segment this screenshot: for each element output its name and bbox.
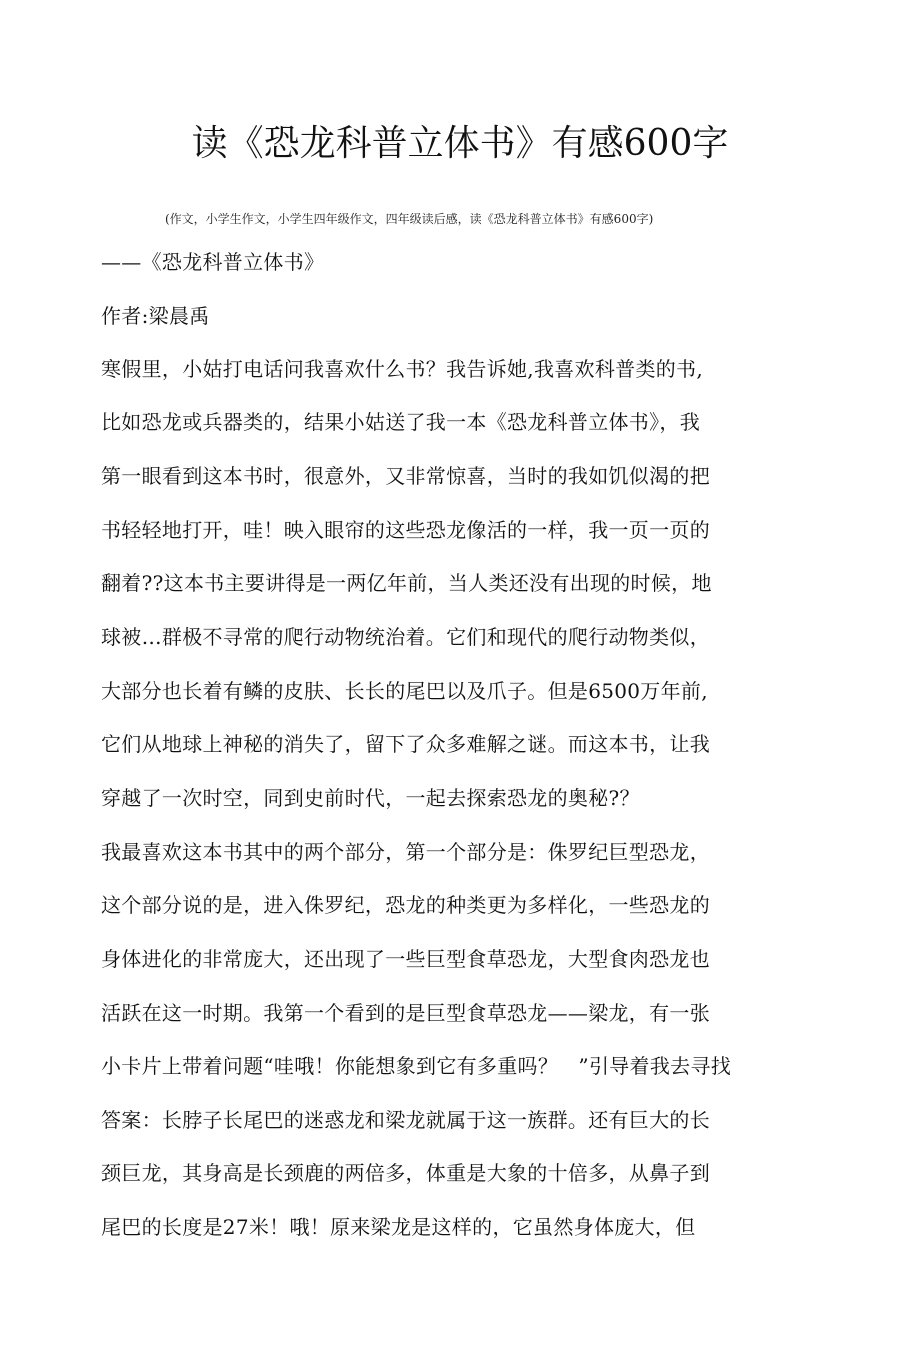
book-title-line: ——《恐龙科普立体书》: [101, 250, 325, 274]
category-tags: (作文，小学生作文，小学生四年级作文，四年级读后感，读《恐龙科普立体书》有感600字): [165, 212, 654, 226]
paragraph-line: 我最喜欢这本书其中的两个部分，第一个部分是：侏罗纪巨型恐龙，: [101, 840, 710, 864]
paragraph-line: 大部分也长着有鳞的皮肤、长长的尾巴以及爪子。但是6500万年前,: [101, 679, 708, 703]
paragraph-line: 第一眼看到这本书时，很意外，又非常惊喜，当时的我如饥似渴的把: [101, 464, 710, 488]
author-line: 作者:梁晨禹: [101, 304, 210, 328]
paragraph-line: 这个部分说的是，进入侏罗纪，恐龙的种类更为多样化，一些恐龙的: [101, 893, 710, 917]
paragraph-line: 它们从地球上神秘的消失了，留下了众多难解之谜。而这本书，让我: [101, 732, 710, 756]
paragraph-line: 书轻轻地打开，哇！映入眼帘的这些恐龙像活的一样，我一页一页的: [101, 518, 710, 542]
paragraph-line: 尾巴的长度是27米！哦！原来梁龙是这样的，它虽然身体庞大，但: [101, 1215, 696, 1239]
paragraph-line: 答案：长脖子长尾巴的迷惑龙和梁龙就属于这一族群。还有巨大的长: [101, 1108, 710, 1132]
paragraph-line: 颈巨龙，其身高是长颈鹿的两倍多，体重是大象的十倍多，从鼻子到: [101, 1161, 710, 1185]
paragraph-line: 小卡片上带着问题“哇哦！你能想象到它有多重吗？ ”引导着我去寻找: [101, 1054, 732, 1078]
document-title: 读《恐龙科普立体书》有感600字: [191, 123, 729, 164]
paragraph-line: 比如恐龙或兵器类的，结果小姑送了我一本《恐龙科普立体书》，我: [101, 410, 700, 434]
paragraph-line: 活跃在这一时期。我第一个看到的是巨型食草恐龙——梁龙，有一张: [101, 1001, 710, 1025]
paragraph-line: 穿越了一次时空，同到史前时代，一起去探索恐龙的奥秘?？: [101, 786, 640, 810]
paragraph-line: 球被…群极不寻常的爬行动物统治着。它们和现代的爬行动物类似，: [101, 625, 710, 649]
paragraph-line: 身体进化的非常庞大，还出现了一些巨型食草恐龙，大型食肉恐龙也: [101, 947, 710, 971]
paragraph-line: 翻着??这本书主要讲得是一两亿年前，当人类还没有出现的时候，地: [101, 571, 712, 595]
paragraph-line: 寒假里，小姑打电话问我喜欢什么书？我告诉她,我喜欢科普类的书,: [101, 357, 704, 381]
